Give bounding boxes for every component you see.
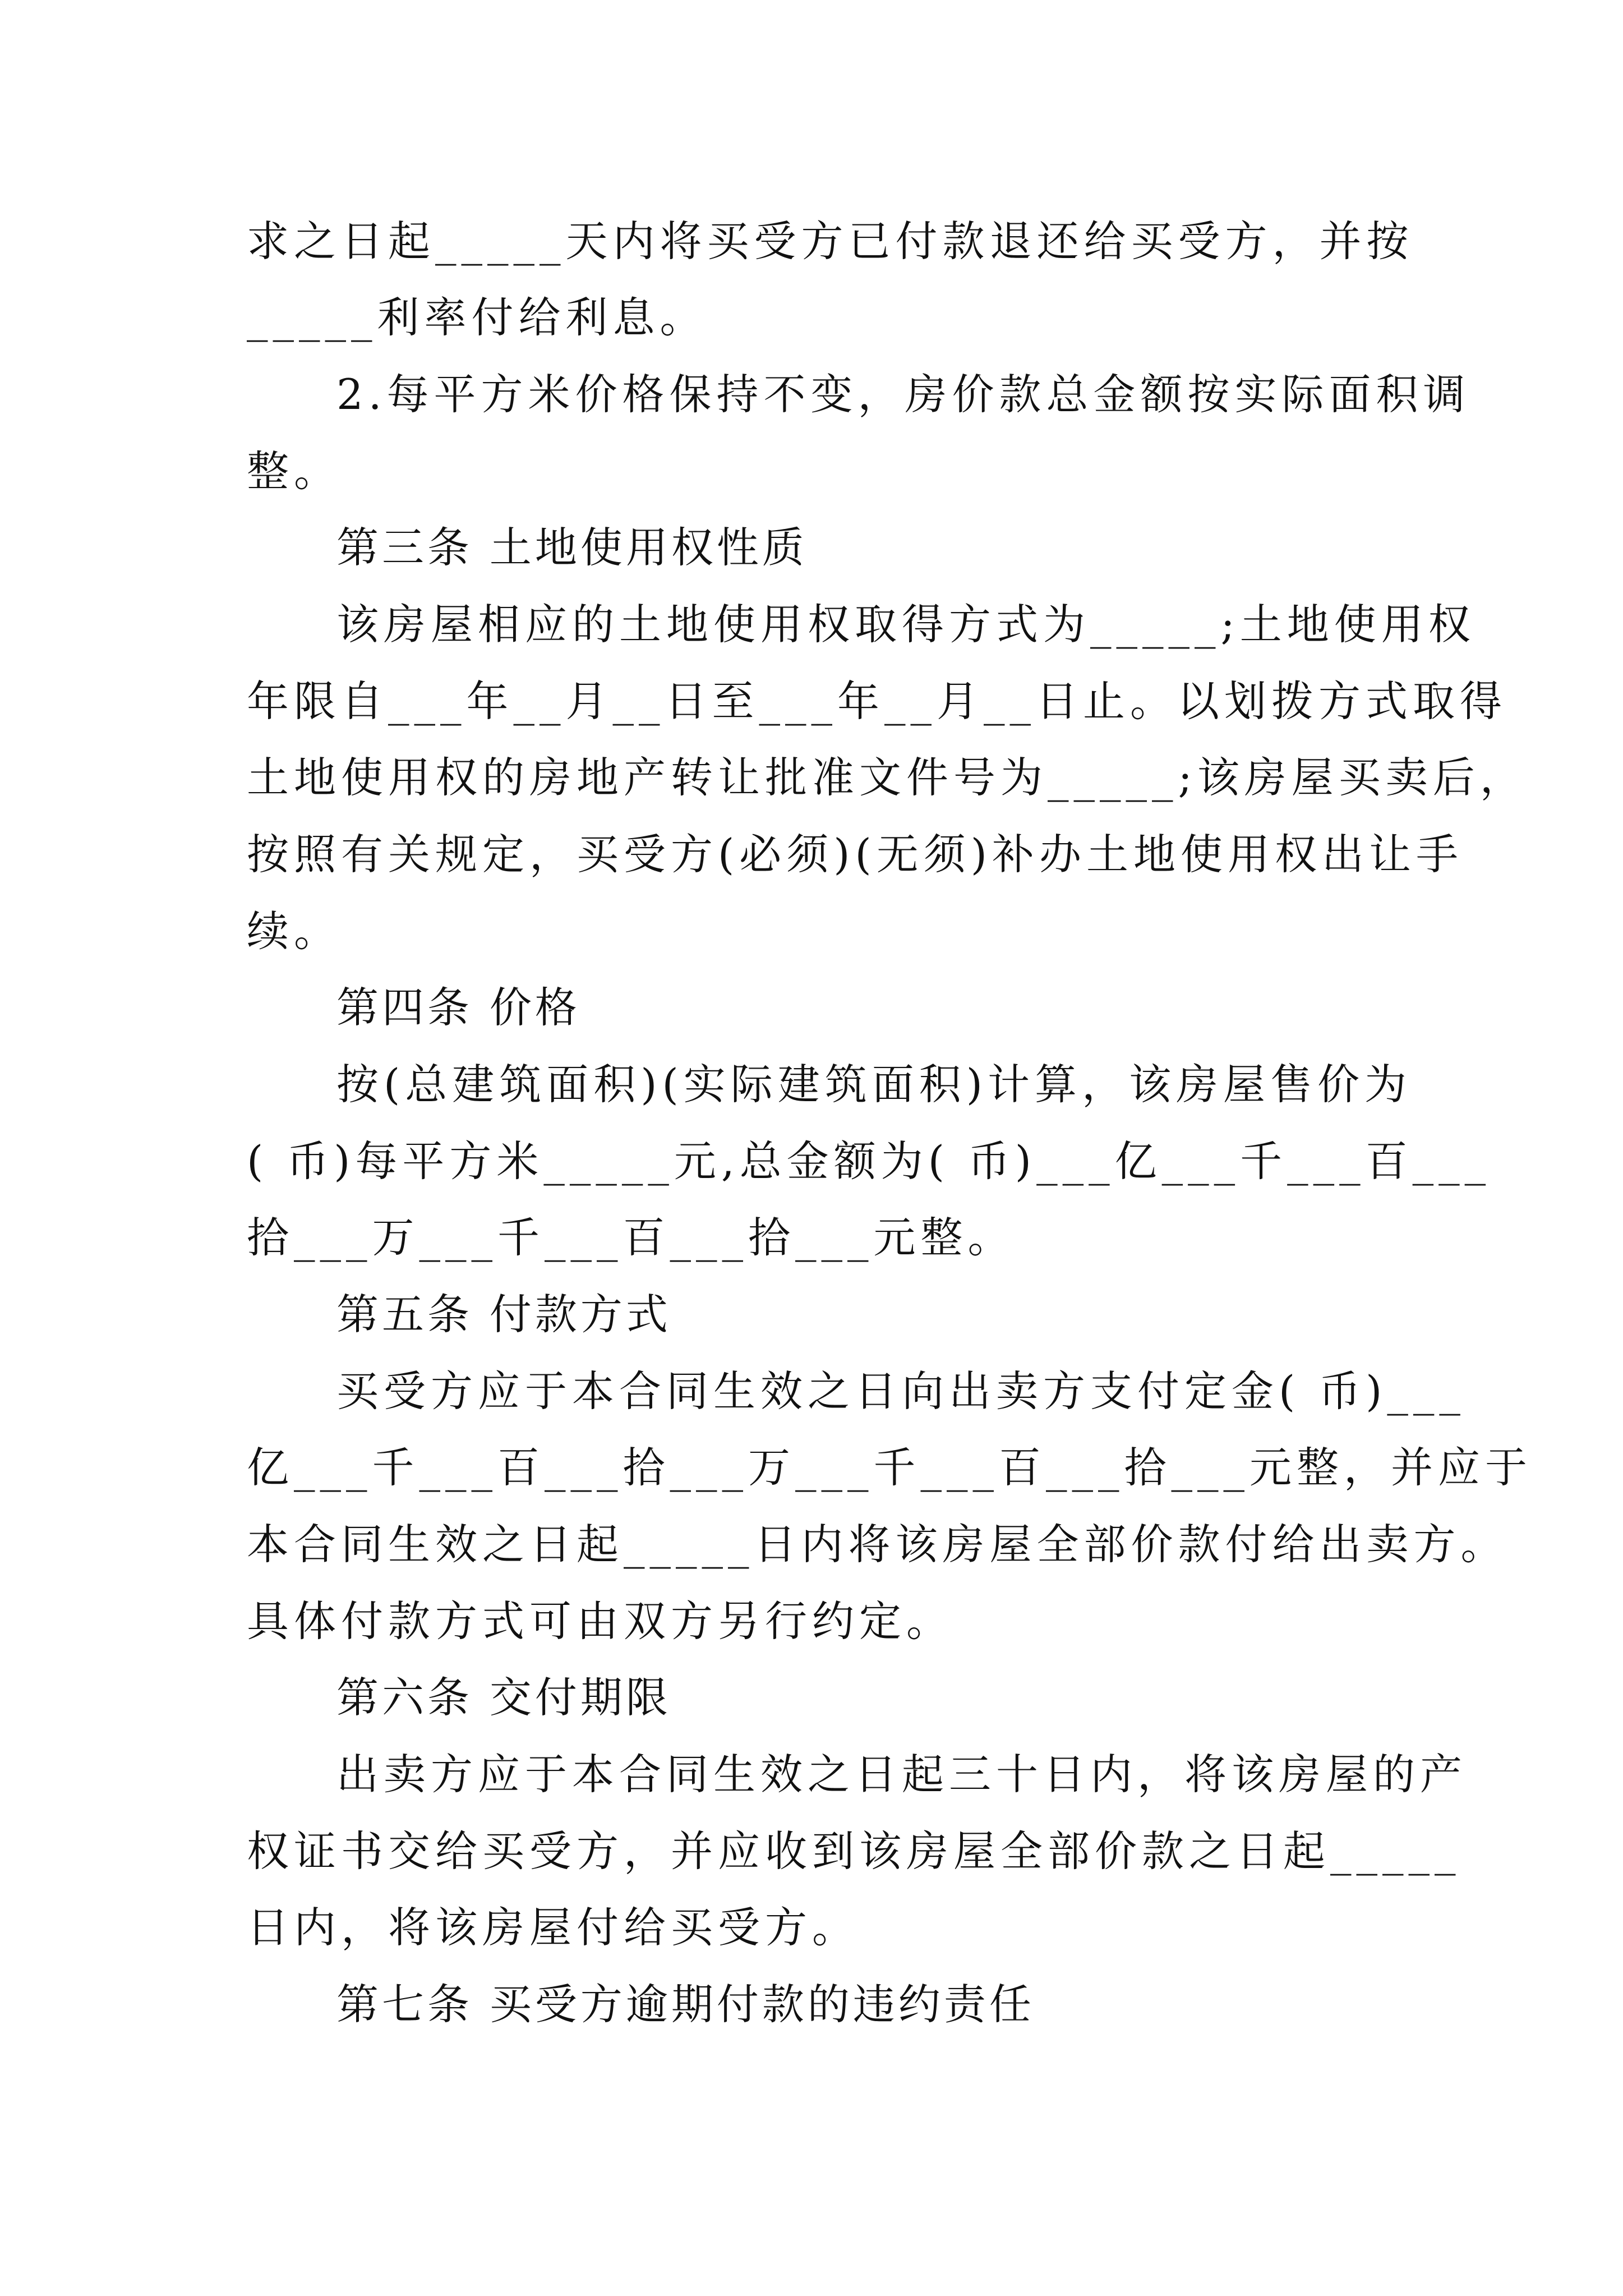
paragraph-line: ( 币)每平方米_____元,总金额为( 币)___亿___千___百___ (247, 1137, 1491, 1186)
paragraph-line: 亿___千___百___拾___万___千___百___拾___元整，并应于 (247, 1443, 1533, 1492)
paragraph-line: 按照有关规定，买受方(必须)(无须)补办土地使用权出让手 (247, 830, 1464, 879)
paragraph-line: 出卖方应于本合同生效之日起三十日内，将该房屋的产 (336, 1750, 1468, 1799)
paragraph-line: 拾___万___千___百___拾___元整。 (247, 1213, 1015, 1262)
section-heading: 第四条 价格 (336, 983, 580, 1032)
paragraph-line: 年限自___年__月__日至___年__月__日止。以划拨方式取得 (247, 677, 1507, 726)
paragraph-line: 按(总建筑面积)(实际建筑面积)计算，该房屋售价为 (336, 1060, 1412, 1109)
paragraph-line: 日内，将该房屋付给买受方。 (247, 1903, 860, 1952)
paragraph-line: _____利率付给利息。 (247, 293, 707, 342)
section-heading: 第五条 付款方式 (336, 1290, 671, 1339)
paragraph-line: 整。 (247, 447, 342, 496)
paragraph-line: 该房屋相应的土地使用权取得方式为_____;土地使用权 (336, 600, 1476, 649)
paragraph-line: 求之日起_____天内将买受方已付款退还给买受方，并按 (247, 217, 1414, 266)
paragraph-line: 土地使用权的房地产转让批准文件号为_____;该房屋买卖后， (247, 753, 1527, 802)
section-heading: 第七条 买受方逾期付款的违约责任 (336, 1980, 1035, 2029)
section-heading: 第三条 土地使用权性质 (336, 523, 808, 572)
paragraph-line: 续。 (247, 907, 342, 956)
section-heading: 第六条 交付期限 (336, 1673, 671, 1722)
paragraph-line: 权证书交给买受方，并应收到该房屋全部价款之日起_____ (247, 1826, 1461, 1876)
paragraph-line: 本合同生效之日起_____日内将该房屋全部价款付给出卖方。 (247, 1520, 1508, 1569)
paragraph-line: 2.每平方米价格保持不变，房价款总金额按实际面积调 (336, 370, 1470, 419)
paragraph-line: 买受方应于本合同生效之日向出卖方支付定金( 币)___ (336, 1366, 1465, 1416)
paragraph-line: 具体付款方式可由双方另行约定。 (247, 1596, 954, 1646)
